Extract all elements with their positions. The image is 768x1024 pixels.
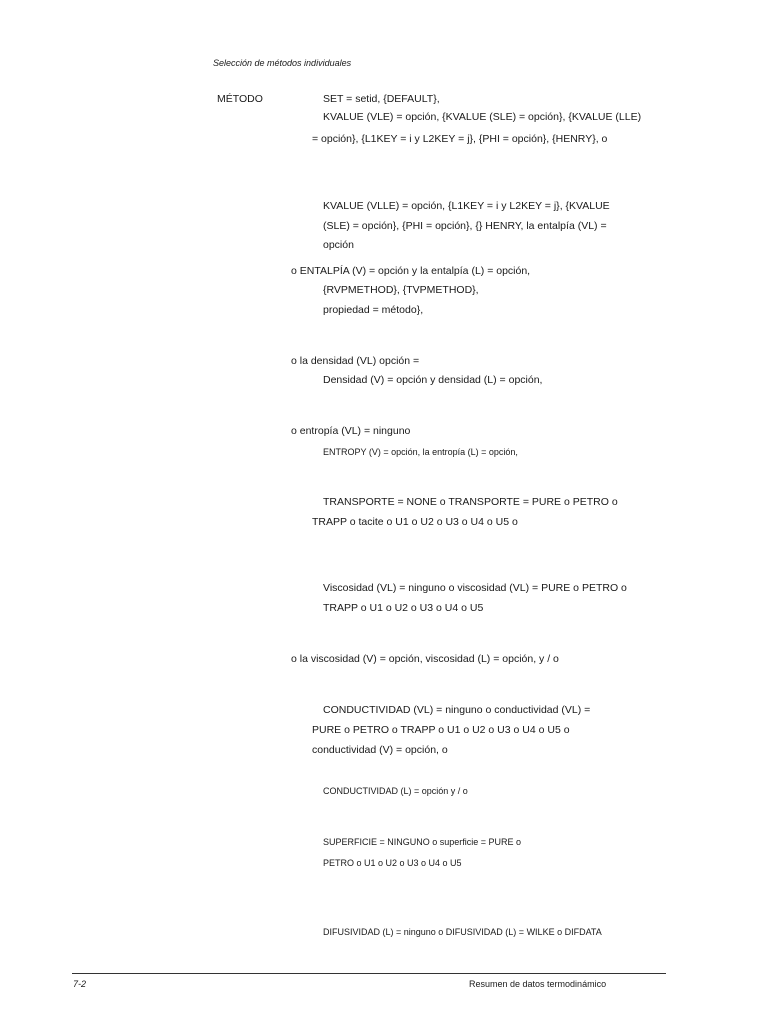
transport-line-2: TRAPP o tacite o U1 o U2 o U3 o U4 o U5 o bbox=[312, 516, 518, 528]
kvalue-line-2: = opción}, {L1KEY = i y L2KEY = j}, {PHI = opción}, {HENRY}, o bbox=[312, 133, 608, 145]
diffusivity-line-1: DIFUSIVIDAD (L) = ninguno o DIFUSIVIDAD (L) = WILKE o DIFDATA bbox=[323, 927, 602, 937]
section-title: Selección de métodos individuales bbox=[213, 58, 352, 68]
set-line: SET = setid, {DEFAULT}, bbox=[323, 93, 440, 105]
conductivity-line-4: CONDUCTIVIDAD (L) = opción y / o bbox=[323, 786, 468, 796]
viscosity-line-3: o la viscosidad (V) = opción, viscosidad (L) = opción, y / o bbox=[291, 653, 559, 665]
conductivity-line-3: conductividad (V) = opción, o bbox=[312, 744, 448, 756]
enthalpy-line-1: o ENTALPÍA (V) = opción y la entalpía (L) = opción, bbox=[291, 265, 531, 277]
conductivity-line-2: PURE o PETRO o TRAPP o U1 o U2 o U3 o U4 o U5 o bbox=[312, 724, 570, 736]
viscosity-line-2: TRAPP o U1 o U2 o U3 o U4 o U5 bbox=[323, 602, 484, 614]
entropy-line-2: ENTROPY (V) = opción, la entropía (L) = opción, bbox=[323, 447, 518, 457]
kvlle-line-2: (SLE) = opción}, {PHI = opción}, {} HENRY, la entalpía (VL) = bbox=[323, 220, 607, 232]
density-line-2: Densidad (V) = opción y densidad (L) = opción, bbox=[323, 374, 543, 386]
kvalue-line-1: KVALUE (VLE) = opción, {KVALUE (SLE) = opción}, {KVALUE (LLE) bbox=[323, 111, 642, 123]
footer-doc-title: Resumen de datos termodinámico bbox=[469, 979, 607, 989]
conductivity-line-1: CONDUCTIVIDAD (VL) = ninguno o conductividad (VL) = bbox=[323, 704, 591, 716]
density-line-1: o la densidad (VL) opción = bbox=[291, 355, 420, 367]
kvlle-line-3: opción bbox=[323, 239, 354, 251]
metodo-label: MÉTODO bbox=[217, 93, 263, 105]
enthalpy-line-2: {RVPMETHOD}, {TVPMETHOD}, bbox=[323, 284, 479, 296]
surface-line-2: PETRO o U1 o U2 o U3 o U4 o U5 bbox=[323, 858, 462, 868]
enthalpy-line-3: propiedad = método}, bbox=[323, 304, 424, 316]
viscosity-line-1: Viscosidad (VL) = ninguno o viscosidad (VL) = PURE o PETRO o bbox=[323, 582, 627, 594]
kvlle-line-1: KVALUE (VLLE) = opción, {L1KEY = i y L2KEY = j}, {KVALUE bbox=[323, 200, 610, 212]
transport-line-1: TRANSPORTE = NONE o TRANSPORTE = PURE o PETRO o bbox=[323, 496, 618, 508]
entropy-line-1: o entropía (VL) = ninguno bbox=[291, 425, 411, 437]
page-number: 7-2 bbox=[73, 979, 87, 989]
footer-rule bbox=[72, 973, 666, 974]
surface-line-1: SUPERFICIE = NINGUNO o superficie = PURE o bbox=[323, 837, 522, 847]
